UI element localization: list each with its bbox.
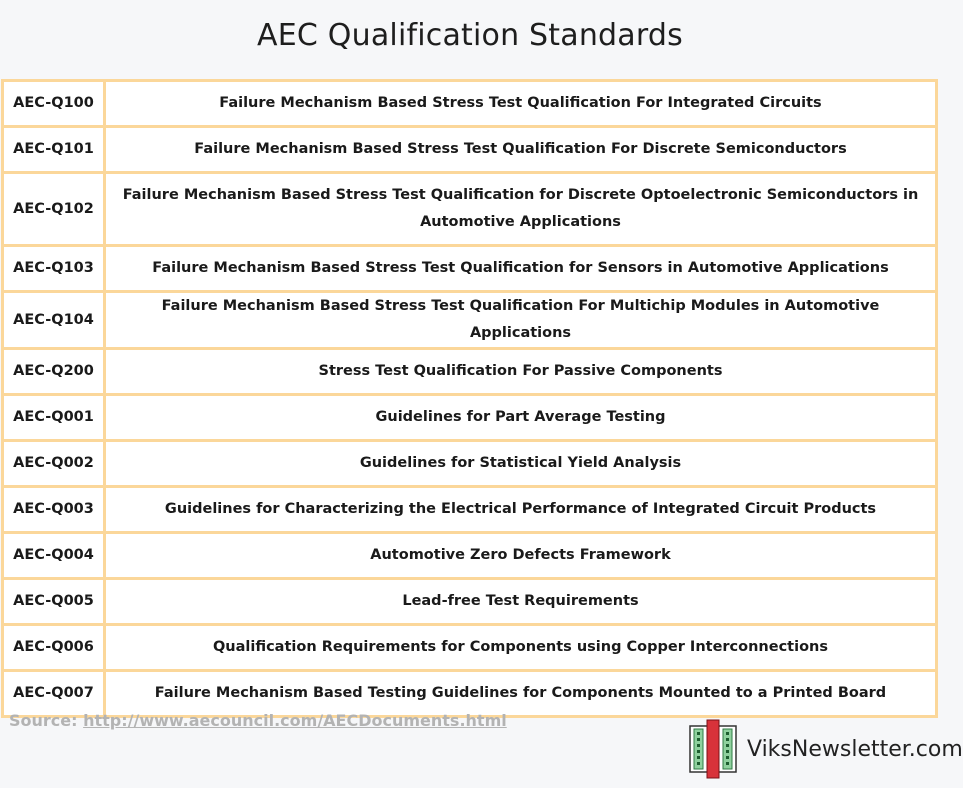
standard-code: AEC-Q100 bbox=[3, 81, 105, 127]
table-row bbox=[3, 395, 937, 441]
page-title: AEC Qualification Standards bbox=[257, 18, 683, 53]
standard-description: Failure Mechanism Based Stress Test Qualification For Multichip Modules in Automotive Applications bbox=[105, 292, 937, 349]
standard-code: AEC-Q005 bbox=[3, 579, 105, 625]
standard-code: AEC-Q004 bbox=[3, 533, 105, 579]
source-note bbox=[9, 711, 507, 730]
standard-description: Failure Mechanism Based Stress Test Qualification For Discrete Semiconductors bbox=[105, 127, 937, 173]
table-row bbox=[3, 173, 937, 246]
source-label: Source: bbox=[9, 711, 78, 730]
brand-name: ViksNewsletter.com bbox=[747, 736, 963, 762]
standard-code: AEC-Q002 bbox=[3, 441, 105, 487]
standard-code: AEC-Q003 bbox=[3, 487, 105, 533]
table-row bbox=[3, 533, 937, 579]
standard-code: AEC-Q104 bbox=[3, 292, 105, 349]
table-row bbox=[3, 671, 937, 717]
brand bbox=[689, 719, 963, 779]
standard-description: Failure Mechanism Based Stress Test Qualification For Integrated Circuits bbox=[105, 81, 937, 127]
standards-table bbox=[1, 79, 938, 718]
table-row bbox=[3, 441, 937, 487]
chip-logo-icon bbox=[689, 719, 737, 779]
standard-description: Stress Test Qualification For Passive Components bbox=[105, 349, 937, 395]
standard-code: AEC-Q007 bbox=[3, 671, 105, 717]
table-row bbox=[3, 579, 937, 625]
standard-description: Lead-free Test Requirements bbox=[105, 579, 937, 625]
standard-description: Qualification Requirements for Components using Copper Interconnections bbox=[105, 625, 937, 671]
standard-description: Guidelines for Part Average Testing bbox=[105, 395, 937, 441]
source-link[interactable]: http://www.aecouncil.com/AECDocuments.html bbox=[83, 711, 507, 730]
table-row bbox=[3, 487, 937, 533]
standard-description: Failure Mechanism Based Testing Guidelines for Components Mounted to a Printed Board bbox=[105, 671, 937, 717]
standard-code: AEC-Q103 bbox=[3, 246, 105, 292]
standard-description: Guidelines for Statistical Yield Analysis bbox=[105, 441, 937, 487]
standard-description: Automotive Zero Defects Framework bbox=[105, 533, 937, 579]
table-row bbox=[3, 246, 937, 292]
table-row bbox=[3, 127, 937, 173]
standard-code: AEC-Q101 bbox=[3, 127, 105, 173]
standard-description: Failure Mechanism Based Stress Test Qualification for Discrete Optoelectronic Semiconductors in Automotive Applications bbox=[105, 173, 937, 246]
table-row bbox=[3, 349, 937, 395]
table-row bbox=[3, 81, 937, 127]
standard-description: Failure Mechanism Based Stress Test Qualification for Sensors in Automotive Applications bbox=[105, 246, 937, 292]
standard-code: AEC-Q102 bbox=[3, 173, 105, 246]
table-row bbox=[3, 292, 937, 349]
table-row bbox=[3, 625, 937, 671]
standard-code: AEC-Q200 bbox=[3, 349, 105, 395]
standard-code: AEC-Q001 bbox=[3, 395, 105, 441]
standard-code: AEC-Q006 bbox=[3, 625, 105, 671]
standard-description: Guidelines for Characterizing the Electrical Performance of Integrated Circuit Products bbox=[105, 487, 937, 533]
